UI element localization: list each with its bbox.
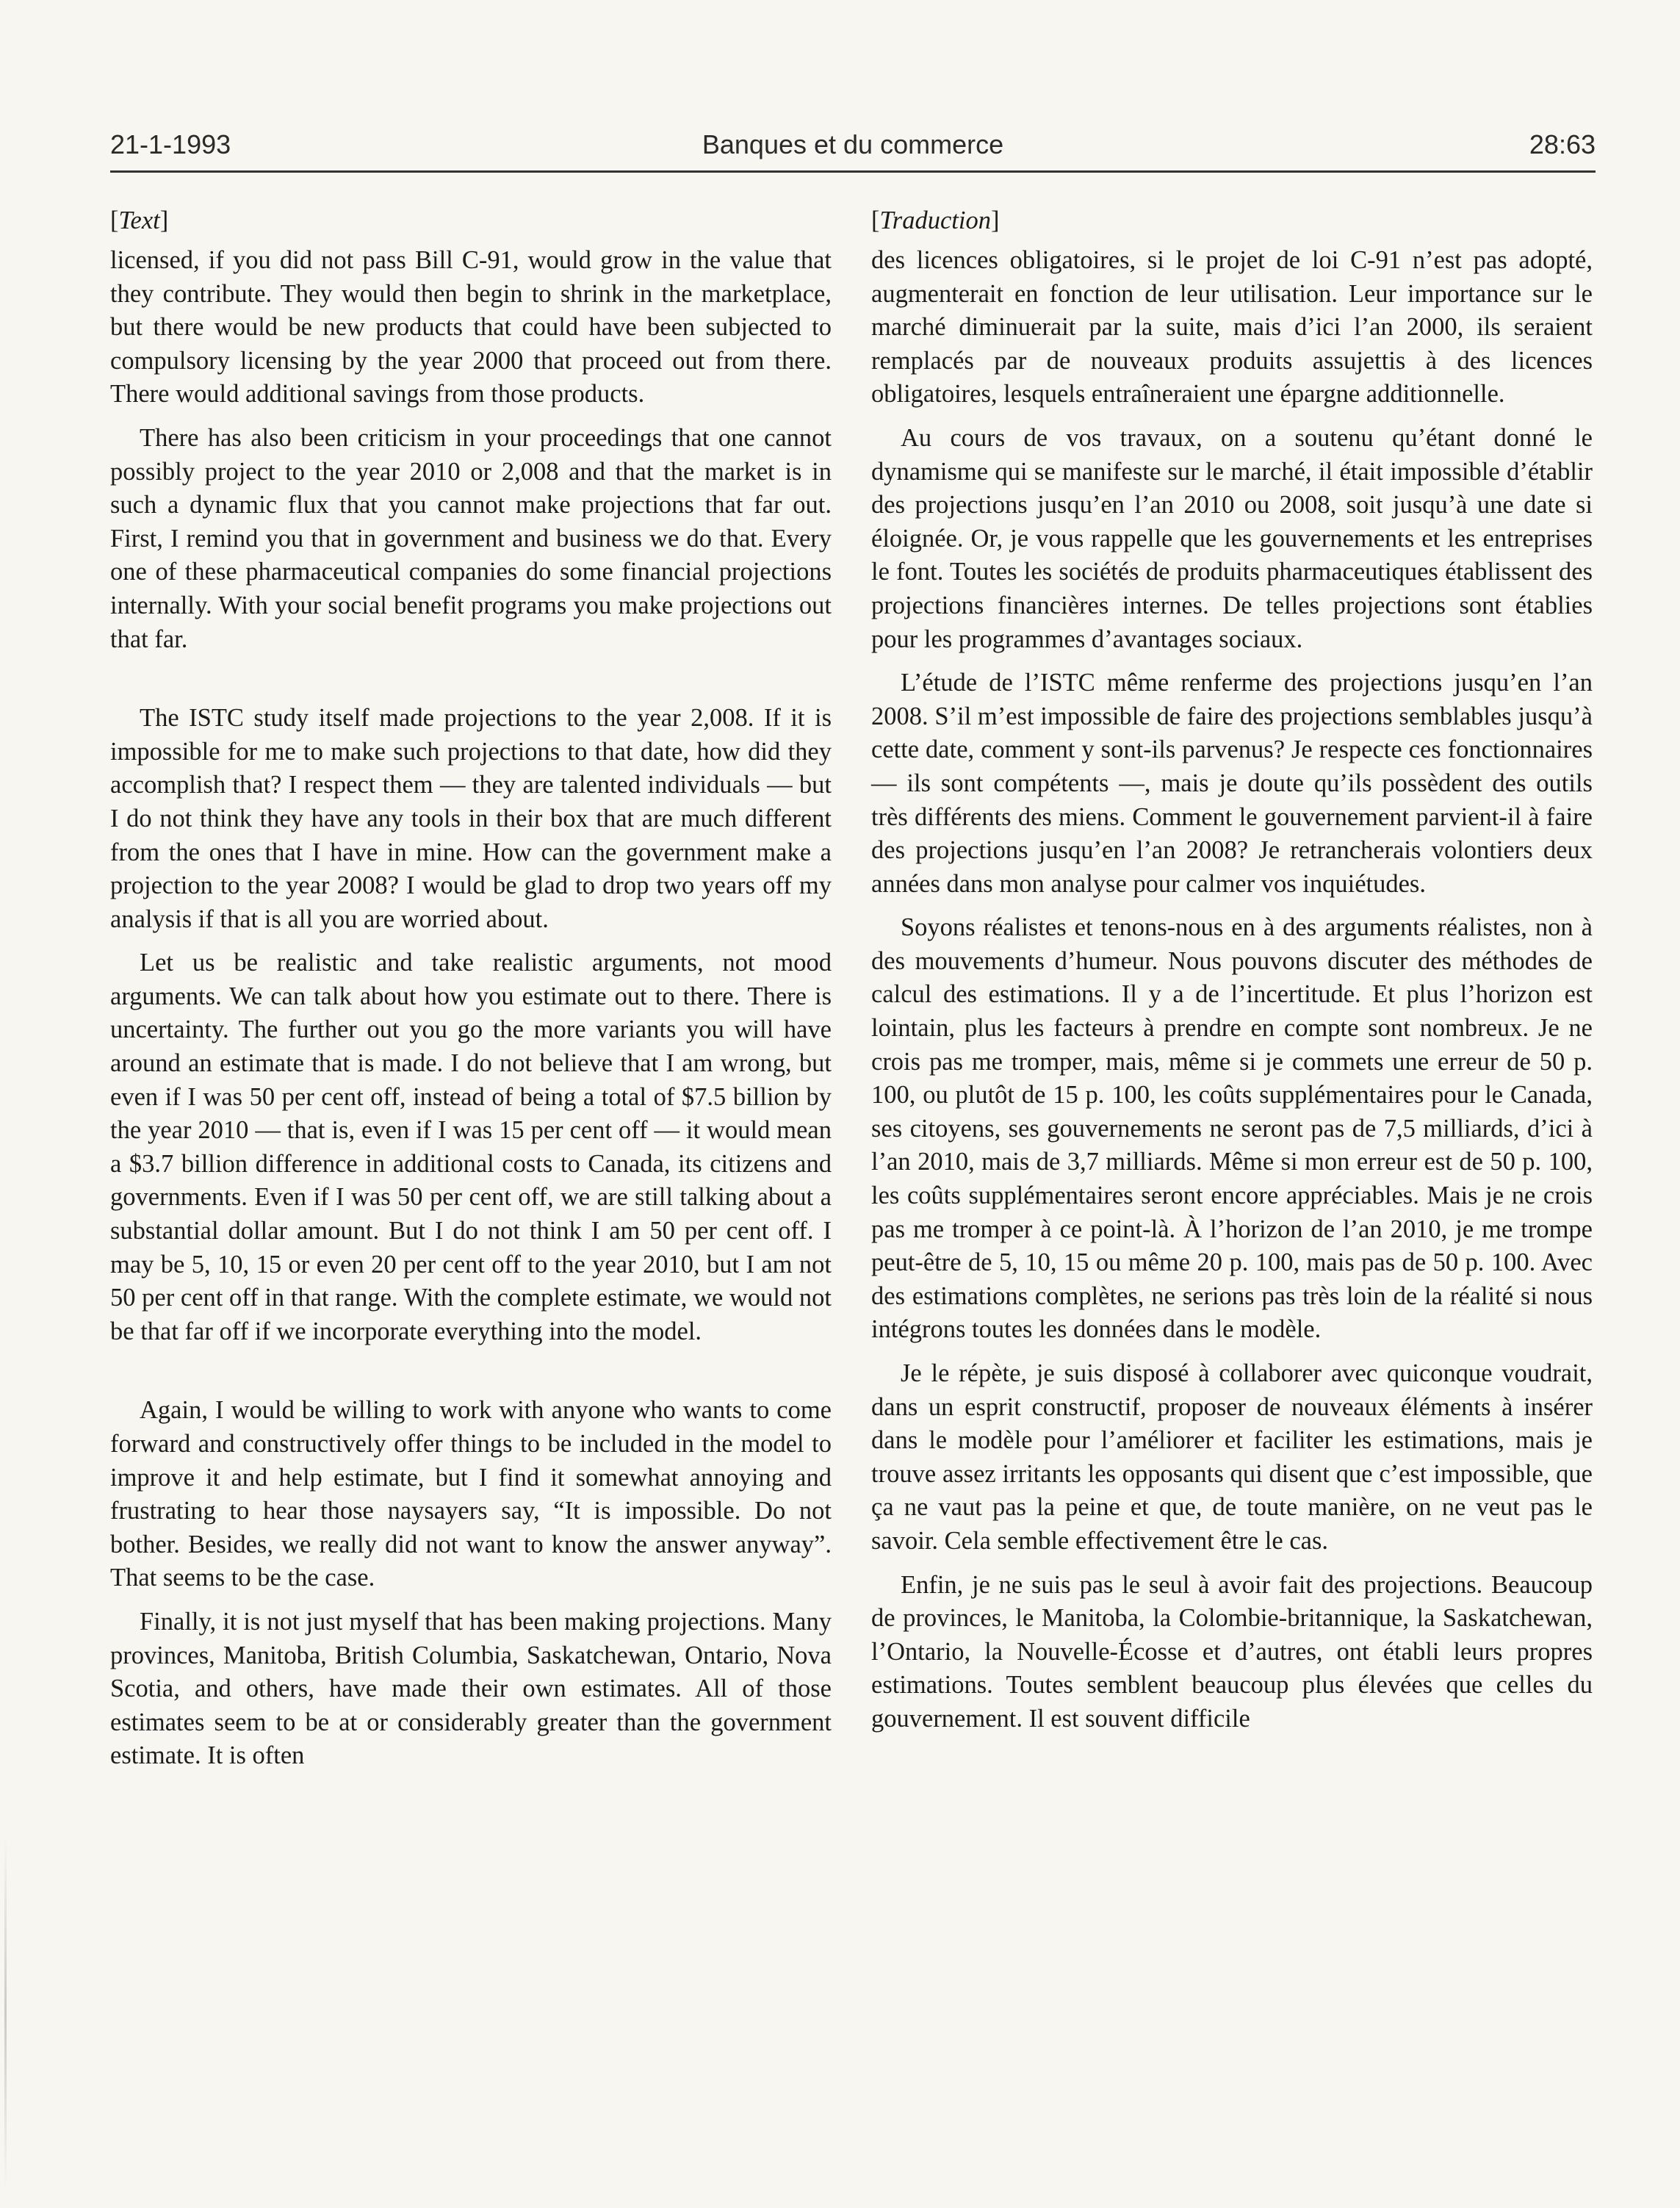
header-title: Banques et du commerce	[702, 129, 1004, 159]
column-label-text: Traduction	[879, 206, 991, 234]
paragraph: Let us be realistic and take realistic arguments, not mood arguments. We can talk about how you estimate out to there. There is uncertainty. The further out you go the more variants you will have around an estimate that is made. I do not believe that I am wrong, but even if I was 50 per cent off, instead of being a total of $7.5 billion by the year 2010 — that is, even if I was 15 per cent off — it would mean a $3.7 billion difference in additional costs to Canada, its citizens and governments. Even if I was 50 per cent off, we are still talking about a substantial dollar amount. But I do not think I am 50 per cent off. I may be 5, 10, 15 or even 20 per cent off to the year 2010, but I am not 50 per cent off in that range. With the complete estimate, we would not be that far off if we incorporate everything into the model.	[110, 949, 832, 1345]
paragraph: There has also been criticism in your proceedings that one cannot possibly project to the year 2010 or 2,008 and that the market is in such a dynamic flux that you cannot make projections that far out. First, I remind you that in government and business we do that. Every one of these pharmaceutical companies do some financial projections internally. With your social benefit programs you make projections out that far.	[110, 423, 832, 653]
paragraph: L’étude de l’ISTC même renferme des projections jusqu’en l’an 2008. S’il m’est impossible de faire des projections semblables jusqu’à cette date, comment y sont-ils parvenus? Je respecte ces fonctionnaires — ils sont compétents —, mais je doute qu’ils possèdent des outils très différents des miens. Comment le gouvernement parvient-il à faire des projections jusqu’en l’an 2008? Je retrancherais volontiers deux années dans mon analyse pour calmer vos inquiétudes.	[871, 669, 1593, 898]
paragraph: des licences obligatoires, si le projet de loi C-91 n’est pas adopté, augmenterait en fonction de leur utilisation. Leur importance sur le marché diminuerait par la suite, mais d’ici l’an 2000, ils seraient remplacés par de nouveaux produits assujettis à des licences obligatoires, lesquels entraîneraient une épargne additionnelle.	[871, 246, 1593, 409]
paragraph: Again, I would be willing to work with anyone who wants to come forward and constructively offer things to be included in the model to improve it and help estimate, but I find it somewhat annoying and frustrating to hear those naysayers say, “It is impossible. Do not bother. Besides, we really did not want to know the answer anyway”. That seems to be the case.	[110, 1396, 832, 1592]
english-column	[110, 204, 832, 1783]
french-column	[871, 204, 1593, 1747]
header-page-number: 28:63	[1529, 129, 1596, 159]
column-label-text: Text	[118, 206, 160, 234]
paragraph: Je le répète, je suis disposé à collaborer avec quiconque voudrait, dans un esprit constructif, proposer de nouveaux éléments à insérer dans le modèle pour l’améliorer et faciliter les estimations, mais je trouve assez irritants les opposants qui disent que c’est impossible, que ça ne vaut pas la peine et que, de toute manière, on ne veut pas le savoir. Cela semble effectivement être le cas.	[871, 1359, 1593, 1555]
paragraph: Au cours de vos travaux, on a soutenu qu’étant donné le dynamisme qui se manifeste sur le marché, il était impossible d’établir des projections jusqu’en l’an 2010 ou 2008, soit jusqu’à une date si éloignée. Or, je vous rappelle que les gouvernements et les entreprises le font. Toutes les sociétés de produits pharmaceutiques établissent des projections financières internes. De telles projections sont établies pour les programmes d’avantages sociaux.	[871, 423, 1593, 653]
column-label-english: [Text]	[110, 206, 169, 234]
paragraph: Finally, it is not just myself that has been making projections. Many provinces, Manitoba, British Columbia, Saskatchewan, Ontario, Nova Scotia, and others, have made their own estimates. All of those estimates seem to be at or considerably greater than the government estimate. It is often	[110, 1607, 832, 1770]
paragraph: Soyons réalistes et tenons-nous en à des arguments réalistes, non à des mouvements d’humeur. Nous pouvons discuter des méthodes de calcul des estimations. Il y a de l’incertitude. Et plus l’horizon est lointain, plus les facteurs à prendre en compte sont nombreux. Je ne crois pas me tromper, mais, même si je commets une erreur de 50 p. 100, ou plutôt de 15 p. 100, les coûts supplémentaires pour le Canada, ses citoyens, ses gouvernements ne seront pas de 7,5 milliards, d’ici à l’an 2010, mais de 3,7 milliards. Même si mon erreur est de 50 p. 100, les coûts supplémentaires seront encore appréciables. Mais je ne crois pas me tromper à ce point-là. À l’horizon de l’an 2010, je me trompe peut-être de 5, 10, 15 ou même 20 p. 100, mais pas de 50 p. 100. Avec des estimations complètes, ne serions pas très loin de la réalité si nous intégrons toutes les données dans le modèle.	[871, 913, 1593, 1344]
scan-edge-shadow	[4, 1837, 7, 2190]
column-label-french: [Traduction]	[871, 206, 1000, 234]
page-header	[110, 129, 1596, 168]
paragraph: The ISTC study itself made projections to the year 2,008. If it is impossible for me to make such projections to that date, how did they accomplish that? I respect them — they are talented individuals — but I do not think they have any tools in their box that are much different from the ones that I have in mine. How can the government make a projection to the year 2008? I would be glad to drop two years off my analysis if that is all you are worried about.	[110, 704, 832, 933]
header-divider	[110, 170, 1596, 173]
header-date: 21-1-1993	[110, 129, 231, 159]
paragraph: licensed, if you did not pass Bill C-91, would grow in the value that they contribute. They would then begin to shrink in the marketplace, but there would be new products that could have been subjected to compulsory licensing by the year 2000 that proceed out from there. There would additional savings from those products.	[110, 246, 832, 409]
paragraph: Enfin, je ne suis pas le seul à avoir fait des projections. Beaucoup de provinces, le Manitoba, la Colombie-britannique, la Saskatchewan, l’Ontario, la Nouvelle-Écosse et d’autres, ont établi leurs propres estimations. Toutes semblent beaucoup plus élevées que celles du gouvernement. Il est souvent difficile	[871, 1570, 1593, 1733]
